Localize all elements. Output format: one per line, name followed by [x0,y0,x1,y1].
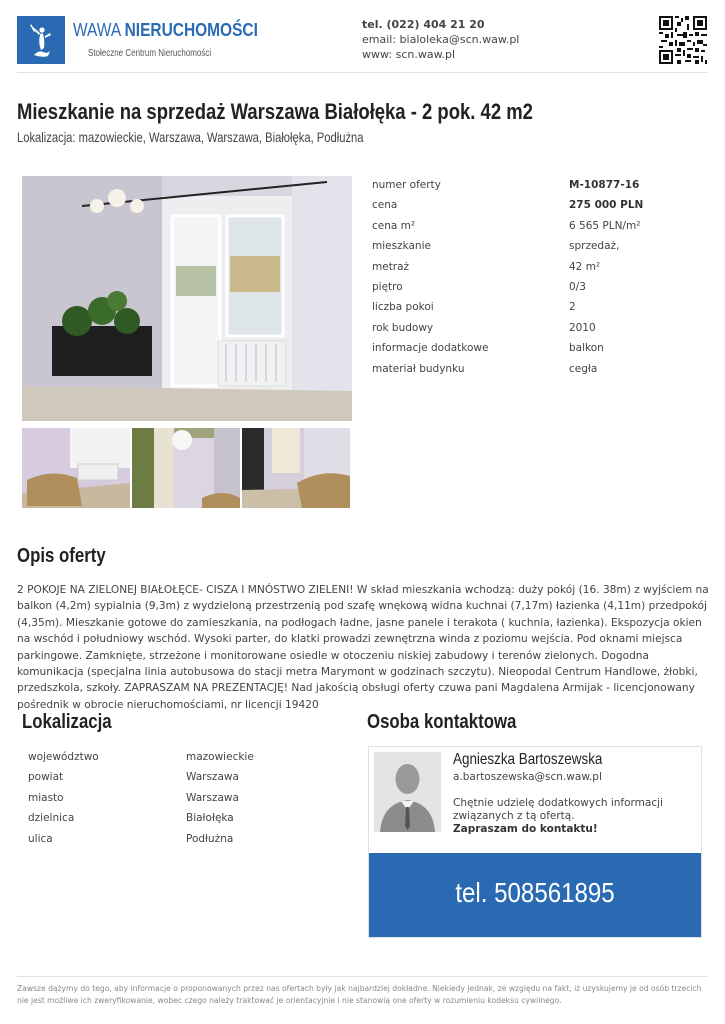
location-value: Białołęka [186,812,234,825]
main-photo[interactable] [22,176,352,421]
thumbnail-photo[interactable] [22,428,130,508]
location-label: województwo [28,751,99,763]
detail-row [372,261,692,281]
phone-button[interactable] [369,853,701,937]
footer-disclaimer: Zawsze dążymy do tego, aby informacje o proponowanych przez nas ofertach były jak najbardziej dokładne. Niekiedy jednak, ze względu na fakt, iż uzyskujemy je od osób trzecich nie jest możliwe ich zweryfikowanie, wobec czego należy traktować je orientacyjnie i nie stanowią one oferty w rozumieniu kodeksu cywilnego. [17,984,702,1005]
contact-cta: Zapraszam do kontaktu! [453,823,598,835]
brand-subtitle: Stołeczne Centrum Nieruchomości [88,48,212,59]
detail-value: 2010 [569,321,596,334]
agency-email[interactable]: email: bialoleka@scn.waw.pl [362,33,520,46]
avatar [374,752,441,832]
detail-row [372,220,692,240]
mermaid-logo-icon [17,16,65,64]
agency-phone[interactable]: tel. (022) 404 21 20 [362,18,485,31]
location-label: powiat [28,771,64,784]
footer-divider [17,976,708,977]
description-text: 2 POKOJE NA ZIELONEJ BIAŁOŁĘCE- CISZA I MNÓSTWO ZIELENI! W skład mieszkania wchodzą: duży pokój (16. 38m) z wyjściem na balkon (4,2m) sypialnia (9,3m) z wydzieloną przestrzenią pod szafę wnękową widna kuchnai (7,17m) łazienka (4,11m) przedpokój (4,35m). Mieszkanie gotowe do zamieszkania, na podłogach ładne, jasne panele i terakota ( kuchnia, łazienka). Ekspozycja okien na wschód i południowy wschód. Wysoki parter, do klatki prowadzi zewnętrzna winda z poziomu wejścia. Pod oknami miejsca parkingowe. Zamknięte, strzeżone i monitorowane osiedle w otoczeniu niskiej zabudowy i terenów zielonych. Dogodna komunikacja (specjalna linia autobusowa do stacji metra Marymont w godzinach szczytu). Nieopodal Centrum Handlowe, żłobki, przedszkola, szkoły. ZAPRASZAM NA PREZENTACJĘ! Nad jakością obsługi oferty czuwa pani Magdalena Armijak - licencjonowany pośrednik w obrocie nieruchomościami, nr licencji 19420 [17,584,709,711]
detail-label: piętro [372,280,403,293]
detail-value: 6 565 PLN/m² [569,219,641,232]
location-row [28,792,348,812]
detail-row [372,301,692,321]
location-line: Lokalizacja: mazowieckie, Warszawa, Warszawa, Białołęka, Podłużna [17,129,364,145]
location-label: ulica [28,832,53,845]
header-divider [17,72,708,73]
detail-label: materiał budynku [372,362,465,375]
detail-value: 275 000 PLN [569,199,644,212]
location-value: mazowieckie [186,751,254,763]
detail-row [372,322,692,342]
offer-details [372,179,692,383]
detail-label: metraż [372,260,410,273]
detail-label: numer oferty [372,179,441,191]
agency-website[interactable]: www: scn.waw.pl [362,48,456,61]
location-heading: Lokalizacja [22,711,112,733]
person-silhouette-icon [374,752,441,832]
detail-label: cena m² [372,219,416,232]
location-row [28,751,348,771]
thumbnail-photo[interactable] [132,428,240,508]
detail-label: cena [372,199,398,212]
location-label: miasto [28,791,64,804]
detail-row [372,240,692,260]
contact-phone[interactable]: tel. 508561895 [455,877,615,908]
thumbnail-photo[interactable] [242,428,350,508]
contact-person-card [368,746,702,938]
qr-code-icon [659,16,707,64]
agency-contact [362,17,519,62]
location-label: dzielnica [28,812,75,825]
location-value: Warszawa [186,791,239,804]
location-table [28,751,348,853]
detail-value: 0/3 [569,280,586,293]
logo[interactable] [17,16,65,64]
detail-label: informacje dodatkowe [372,342,489,355]
detail-value: cegła [569,362,598,375]
brand-name: WAWA NIERUCHOMOŚCI [73,20,258,40]
contact-person-heading: Osoba kontaktowa [367,711,517,733]
detail-label: liczba pokoi [372,301,434,314]
contact-person-email[interactable]: a.bartoszewska@scn.waw.pl [453,771,602,783]
detail-label: rok budowy [372,321,434,334]
detail-value: 42 m² [569,260,601,273]
contact-message-text: Chętnie udzielę dodatkowych informacji związanych z tą ofertą. [453,797,663,822]
detail-value: 2 [569,301,576,314]
page-title: Mieszkanie na sprzedaż Warszawa Białołęka - 2 pok. 42 m2 [17,99,533,124]
detail-row [372,179,692,199]
contact-person-name: Agnieszka Bartoszewska [453,751,603,768]
detail-row [372,199,692,219]
detail-value: M-10877-16 [569,179,640,191]
detail-row [372,342,692,362]
location-row [28,833,348,853]
location-row [28,812,348,832]
location-value: Podłużna [186,832,234,845]
location-row [28,771,348,791]
detail-row [372,363,692,383]
detail-row [372,281,692,301]
location-value: Warszawa [186,771,239,784]
detail-value: balkon [569,342,604,355]
description-heading: Opis oferty [17,545,106,567]
detail-value: sprzedaż, [569,240,620,253]
detail-label: mieszkanie [372,240,431,253]
contact-person-message [453,797,693,836]
